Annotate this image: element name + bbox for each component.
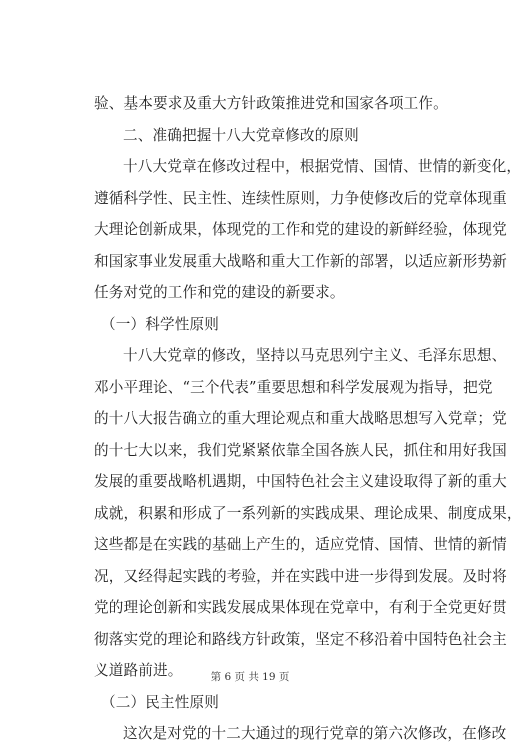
paragraph-line: 发展的重要战略机遇期，中国特色社会主义建设取得了新的重大 bbox=[94, 473, 507, 490]
paragraph-line: 邓小平理论、“三个代表”重要思想和科学发展观为指导，把党 bbox=[94, 378, 493, 396]
paragraph-line: 十八大党章在修改过程中，根据党情、国情、世情的新变化， bbox=[123, 158, 522, 175]
paragraph-line: 的十七大以来，我们党紧紧依靠全国各族人民，抓住和用好我国 bbox=[94, 441, 507, 459]
paragraph-line: 的十八大报告确立的重大理论观点和重大战略思想写入党章；党 bbox=[94, 410, 507, 427]
paragraph-line: 况，又经得起实践的考验，并在实践中进一步得到发展。及时将 bbox=[94, 567, 507, 585]
paragraph-line: 这些都是在实践的基础上产生的，适应党情、国情、世情的新情 bbox=[94, 536, 507, 553]
document-body bbox=[94, 88, 522, 750]
paragraph-line: 验、基本要求及重大方针政策推进党和国家各项工作。 bbox=[94, 95, 448, 112]
subsection-heading: （二）民主性原则 bbox=[101, 693, 219, 711]
paragraph-line: 这次是对党的十二大通过的现行党章的第六次修改，在修改 bbox=[123, 725, 507, 742]
paragraph-line: 彻落实党的理论和路线方针政策，坚定不移沿着中国特色社会主 bbox=[94, 630, 507, 648]
paragraph-line: 任务对党的工作和党的建设的新要求。 bbox=[94, 284, 345, 301]
section-heading: 二、准确把握十八大党章修改的原则 bbox=[123, 126, 359, 144]
paragraph-line: 十八大党章的修改，坚持以马克思列宁主义、毛泽东思想、 bbox=[123, 347, 507, 364]
paragraph-line: 成就，积累和形成了一系列新的实践成果、理论成果、制度成果， bbox=[94, 504, 522, 522]
page-number-footer: 第 6 页 共 19 页 bbox=[210, 671, 290, 683]
paragraph-line: 大理论创新成果，体现党的工作和党的建设的新鲜经验，体现党 bbox=[94, 221, 507, 238]
paragraph-line: 义道路前进。 bbox=[94, 662, 183, 679]
paragraph-line: 和国家事业发展重大战略和重大工作新的部署，以适应新形势新 bbox=[94, 252, 507, 270]
paragraph-line: 党的理论创新和实践发展成果体现在党章中，有利于全党更好贯 bbox=[94, 599, 507, 616]
paragraph-line: 遵循科学性、民主性、连续性原则，力争使修改后的党章体现重 bbox=[94, 189, 507, 207]
subsection-heading: （一）科学性原则 bbox=[101, 315, 219, 333]
